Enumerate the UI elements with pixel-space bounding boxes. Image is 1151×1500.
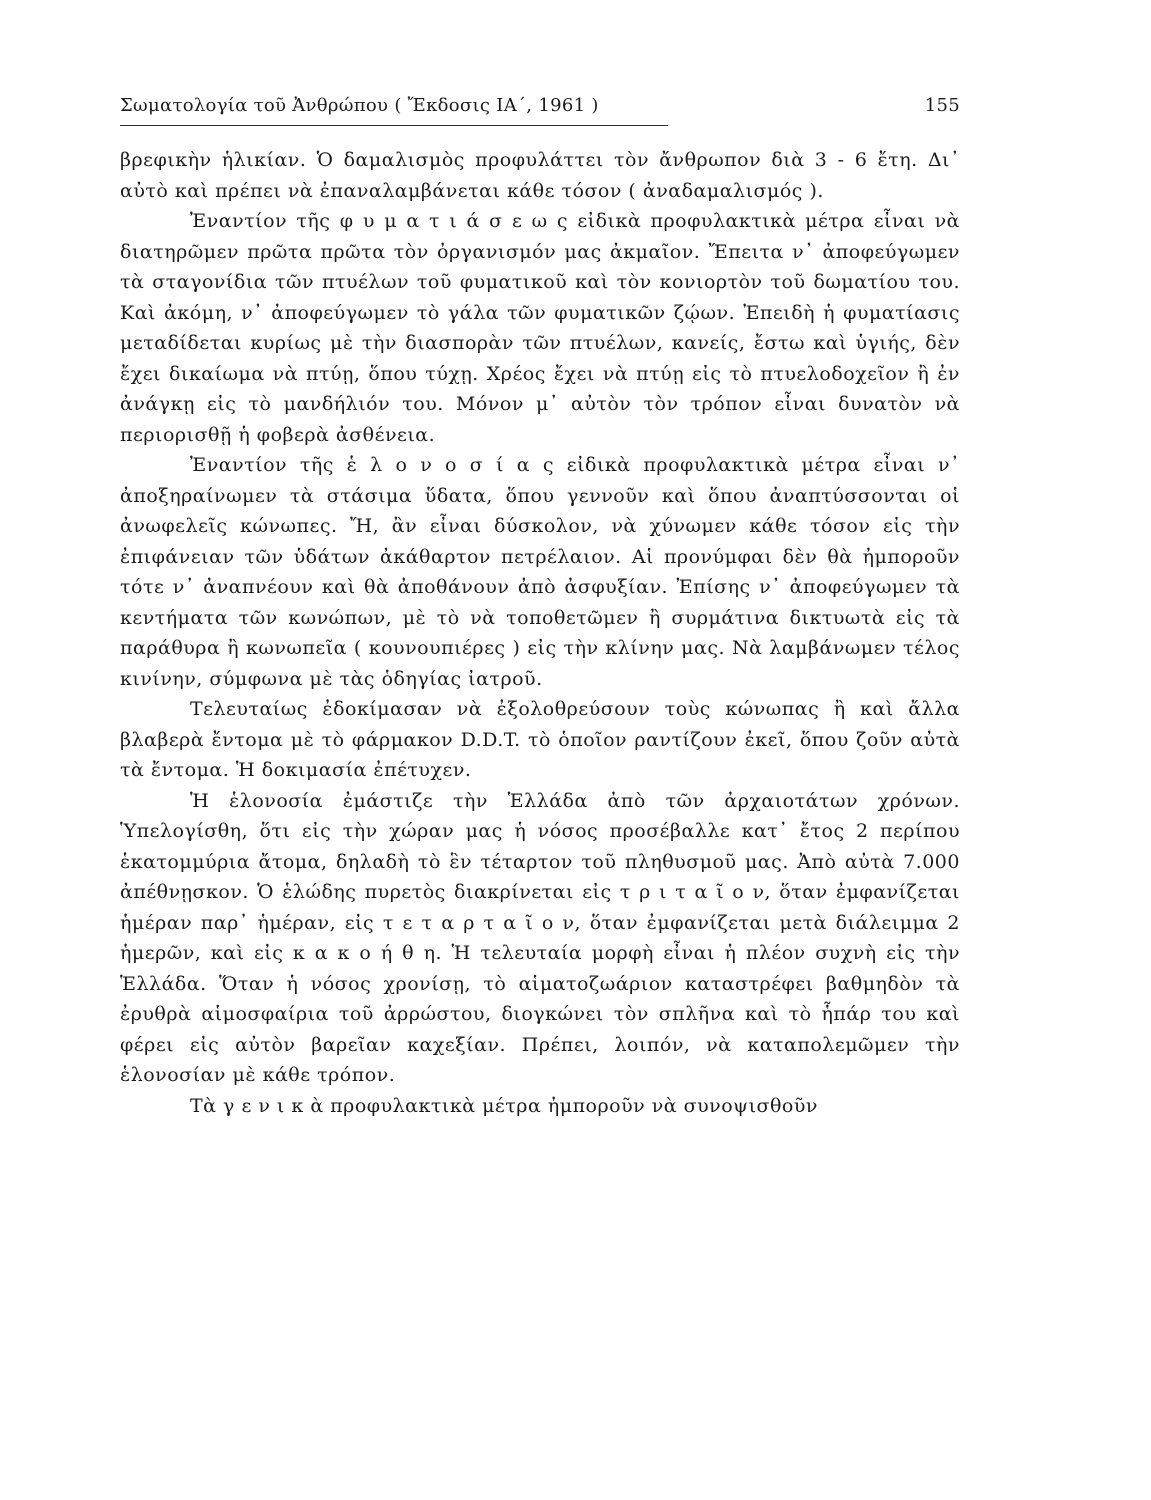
header-rule: [120, 125, 668, 126]
paragraph-malaria-greece: Ἡ ἑλονοσία ἐμάστιζε τὴν Ἑλλάδα ἀπὸ τῶν ἀρχαιοτάτων χρόνων. Ὑπελογίσθη, ὅτι εἰς τὴν χώραν μας ἡ νόσος προσέβαλλε κατ᾽ ἔτος 2 περίπου ἑκατομμύρια ἄτομα, δηλαδὴ τὸ ἓν τέταρτον τοῦ πληθυσμοῦ μας. Ἀπὸ αὐτὰ 7.000 ἀπέθνῃσκον. Ὁ ἑλώδης πυρετὸς διακρίνεται εἰς τ ρ ι τ α ῖ ο ν, ὅταν ἐμφανίζεται ἡμέραν παρ᾽ ἡμέραν, εἰς τ ε τ α ρ τ α ῖ ο ν, ὅταν ἐμφανίζεται μετὰ διάλειμμα 2 ἡμερῶν, καὶ εἰς κ α κ ο ή θ η. Ἡ τελευταία μορφὴ εἶναι ἡ πλέον συχνὴ εἰς τὴν Ἑλλάδα. Ὅταν ἡ νόσος χρονίσῃ, τὸ αἱματοζωάριον καταστρέφει βαθμηδὸν τὰ ἐρυθρὰ αἱμοσφαίρια τοῦ ἀρρώστου, διογκώνει τὸν σπλῆνα καὶ τὸ ἧπάρ του καὶ φέρει εἰς αὐτὸν βαρεῖαν καχεξίαν. Πρέπει, λοιπόν, νὰ καταπολεμῶμεν τὴν ἑλονοσίαν μὲ κάθε τρόπον.: [120, 789, 960, 1086]
paragraph-ddt: Τελευταίως ἐδοκίμασαν νὰ ἐξολοθρεύσουν τοὺς κώνωπας ἢ καὶ ἄλλα βλαβερὰ ἔντομα μὲ τὸ φάρμακον D.D.T. τὸ ὁποῖον ραντίζουν ἐκεῖ, ὅπου ζοῦν αὐτὰ τὰ ἔντομα. Ἡ δοκιμασία ἐπέτυχεν.: [120, 698, 960, 781]
paragraph-tuberculosis: Ἐναντίον τῆς φ υ μ α τ ι ά σ ε ω ς εἰδικὰ προφυλακτικὰ μέτρα εἶναι νὰ διατηρῶμεν πρῶτα πρῶτα τὸν ὀργανισμόν μας ἀκμαῖον. Ἔπειτα ν᾽ ἀποφεύγωμεν τὰ σταγονίδια τῶν πτυέλων τοῦ φυματικοῦ καὶ τὸν κονιορτὸν τοῦ δωματίου του. Καὶ ἀκόμη, ν᾽ ἀποφεύγωμεν τὸ γάλα τῶν φυματικῶν ζῴων. Ἐπειδὴ ἡ φυματίασις μεταδίδεται κυρίως μὲ τὴν διασπορὰν τῶν πτυέλων, κανείς, ἔστω καὶ ὑγιής, δὲν ἔχει δικαίωμα νὰ πτύῃ, ὅπου τύχῃ. Χρέος ἔχει νὰ πτύῃ εἰς τὸ πτυελοδοχεῖον ἢ ἐν ἀνάγκῃ εἰς τὸ μανδήλιόν του. Μόνον μ᾽ αὐτὸν τὸν τρόπον εἶναι δυνατὸν νὰ περιορισθῇ ἡ φοβερὰ ἀσθένεια.: [120, 210, 960, 446]
running-header: [120, 95, 960, 125]
paragraph-malaria-prevention: Ἐναντίον τῆς ἑ λ ο ν ο σ ί α ς εἰδικὰ προφυλακτικὰ μέτρα εἶναι ν᾽ ἀποξηραίνωμεν τὰ στάσιμα ὕδατα, ὅπου γεννοῦν καὶ ὅπου ἀναπτύσσονται οἱ ἀνωφελεῖς κώνωπες. Ἤ, ἂν εἶναι δύσκολον, νὰ χύνωμεν κάθε τόσον εἰς τὴν ἐπιφάνειαν τῶν ὑδάτων ἀκάθαρτον πετρέλαιον. Αἱ προνύμφαι δὲν θὰ ἠμποροῦν τότε ν᾽ ἀναπνέουν καὶ θὰ ἀποθάνουν ἀπὸ ἀσφυξίαν. Ἐπίσης ν᾽ ἀποφεύγωμεν τὰ κεντήματα τῶν κωνώπων, μὲ τὸ νὰ τοποθετῶμεν ἢ συρμάτινα δικτυωτὰ εἰς τὰ παράθυρα ἢ κωνωπεῖα ( κουνουπιέρες ) εἰς τὴν κλίνην μας. Νὰ λαμβάνωμεν τέλος κινίνην, σύμφωνα μὲ τὰς ὁδηγίας ἰατροῦ.: [120, 454, 960, 690]
page-body: [120, 145, 960, 1121]
running-header-title: Σωματολογία τοῦ Ἀνθρώπου ( Ἔκδοσις ΙΑ΄, 1961 ): [120, 95, 599, 116]
page-number: 155: [924, 95, 960, 116]
paragraph-vaccination-continued: βρεφικὴν ἡλικίαν. Ὁ δαμαλισμὸς προφυλάττει τὸν ἄνθρωπον διὰ 3 - 6 ἔτη. Δι᾽ αὐτὸ καὶ πρέπει νὰ ἐπαναλαμβάνεται κάθε τόσον ( ἀναδαμαλισμός ).: [120, 149, 960, 202]
paragraph-general-measures: Τὰ γ ε ν ι κ ὰ προφυλακτικὰ μέτρα ἠμποροῦν νὰ συνοψισθοῦν: [190, 1094, 818, 1117]
